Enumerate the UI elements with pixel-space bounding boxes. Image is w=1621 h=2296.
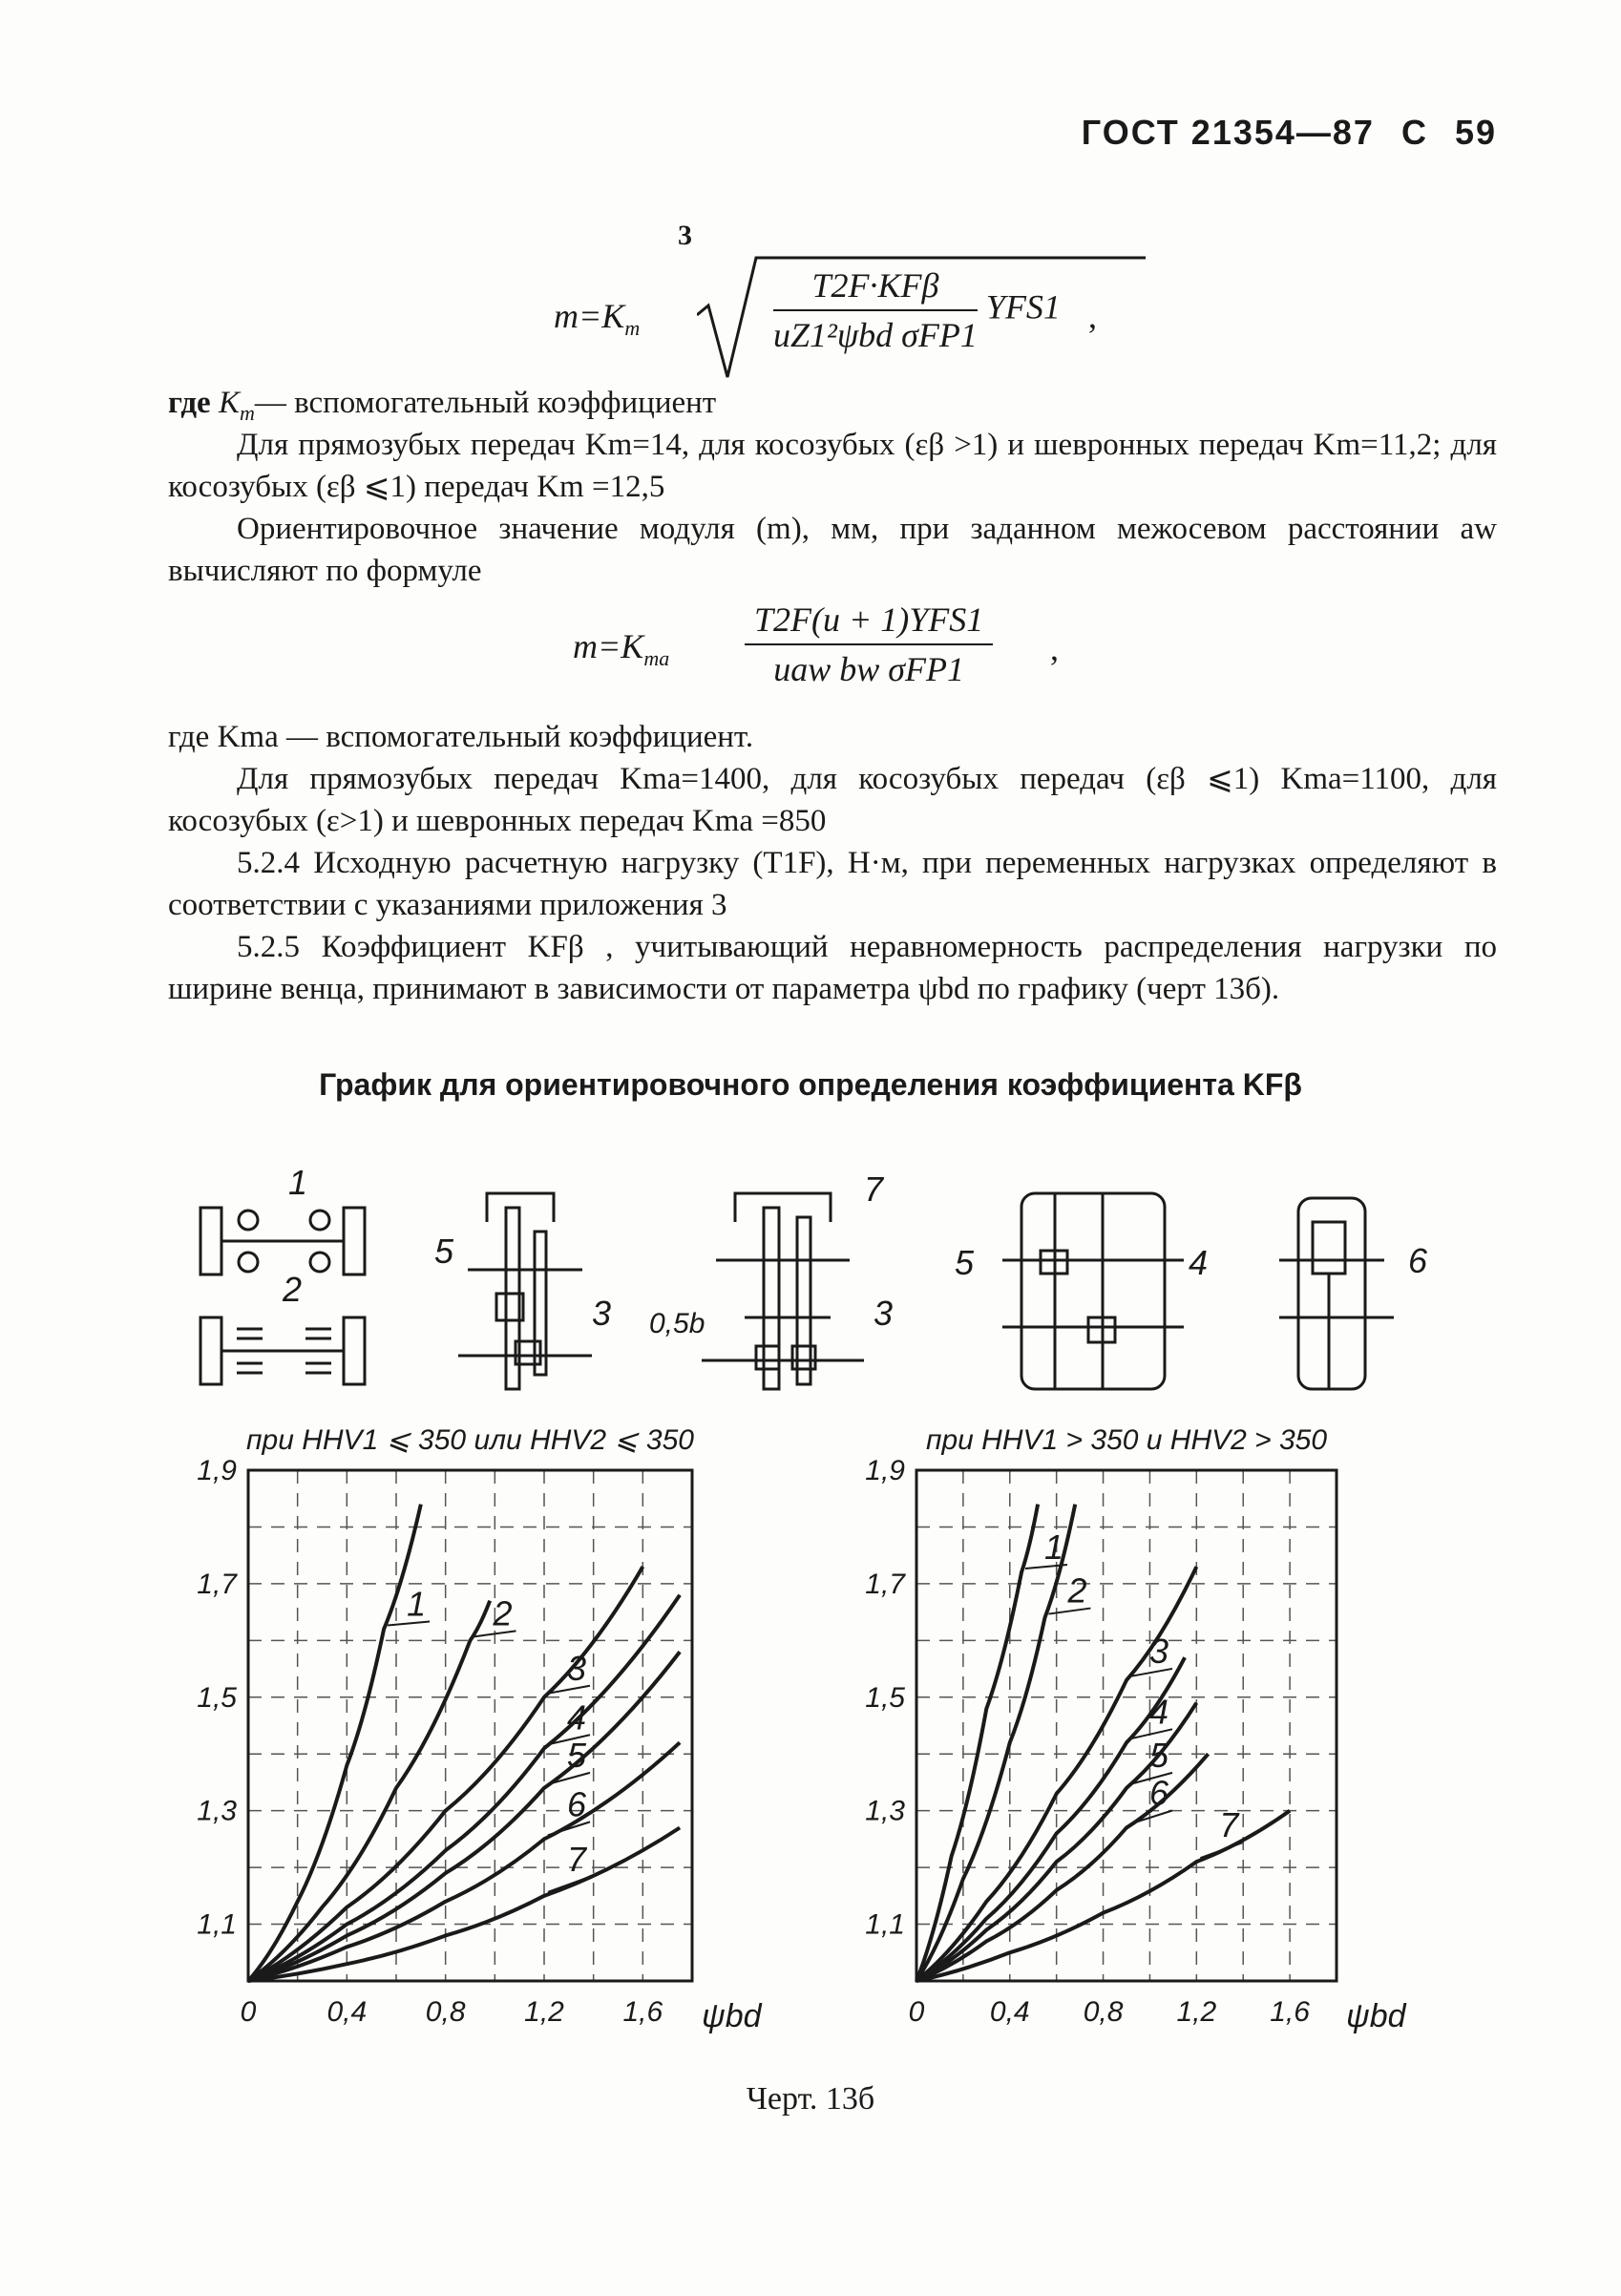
scheme-label: 0,5b <box>649 1308 705 1339</box>
formula-module-2 <box>573 600 1107 705</box>
chart-left <box>172 1422 831 2033</box>
x-axis-label: ψbd <box>702 1998 762 2033</box>
paragraph-5-2-4: 5.2.4 Исходную расчетную нагрузку (T1F), Н·м, при переменных нагрузках определяют в соответствии с указаниями приложения 3 <box>168 846 1497 922</box>
series-label: 3 <box>1149 1631 1169 1671</box>
x-tick-label: 1,2 <box>1176 1996 1217 2028</box>
plot-frame <box>248 1470 692 1981</box>
formula2-comma: , <box>1050 629 1059 667</box>
x-tick-label: 1,6 <box>1270 1996 1310 2028</box>
scheme-label: 7 <box>864 1169 884 1209</box>
series-label: 7 <box>1219 1805 1239 1845</box>
series-line-7 <box>248 1828 680 1982</box>
scheme-4 <box>1002 1193 1184 1389</box>
radicand <box>773 265 1061 355</box>
formula-lhs: $m=K_m$ <box>554 297 641 340</box>
paragraph-5-2-5: 5.2.5 Коэффициент KFβ , учитывающий неравномерность распределения нагрузки по ширине венца, принимают в зависимости от параметра ψbd по графику (черт 13б). <box>168 930 1498 1006</box>
root-index: 3 <box>678 220 692 251</box>
series-label: 4 <box>1149 1692 1169 1732</box>
formula2-denominator: uaw bw σFP1 <box>773 650 965 688</box>
x-tick-label: 1,2 <box>524 1996 564 2028</box>
chart-right <box>840 1422 1451 2033</box>
fraction-numerator: T2F·KFβ <box>773 265 978 311</box>
series-line-1 <box>916 1505 1038 1981</box>
y-tick-label: 1,5 <box>197 1681 237 1714</box>
paragraph-module-center-distance: Ориентировочное значение модуля (m), мм, при заданном межосевом расстоянии aw вычисляют по формуле <box>168 512 1497 588</box>
series-label: 7 <box>567 1839 587 1879</box>
standard-number: ГОСТ 21354—87 <box>1081 113 1375 152</box>
formula-module-1 <box>554 220 1146 382</box>
scheme-label: 1 <box>288 1163 308 1202</box>
series-label: 5 <box>567 1735 587 1775</box>
scheme-1-2 <box>200 1208 365 1384</box>
fraction-factor: YFS1 <box>985 287 1061 326</box>
y-tick-label: 1,1 <box>865 1908 905 1941</box>
series-label: 5 <box>1149 1735 1169 1775</box>
x-tick-label: 1,6 <box>622 1996 663 2028</box>
scheme-2 <box>458 1193 592 1389</box>
figure-caption: Черт. 13б <box>746 2081 875 2117</box>
series-label: 2 <box>493 1593 513 1633</box>
series-label: 4 <box>567 1697 587 1738</box>
scheme-3 <box>702 1193 864 1389</box>
section-letter: С <box>1400 113 1428 152</box>
series-label: 1 <box>407 1584 427 1624</box>
formula-comma: , <box>1088 297 1097 335</box>
paragraph-km-values: Для прямозубых передач Km=14, для косозубых (εβ >1) и шевронных передач Km=11,2; для косозубых (εβ ⩽1) передач Km =12,5 <box>168 428 1497 504</box>
formula2-numerator: T2F(u + 1)YFS1 <box>745 600 993 645</box>
gear-schemes <box>172 1165 1451 1403</box>
x-tick-label: 0,4 <box>989 1996 1030 2028</box>
fraction-denominator: uZ1²ψbd σFP1 <box>773 316 978 354</box>
scheme-5 <box>1279 1198 1394 1389</box>
scheme-label: 6 <box>1408 1241 1428 1280</box>
chart-title: График для ориентировочного определения коэффициента KFβ <box>319 1067 1302 1102</box>
y-tick-label: 1,9 <box>865 1455 905 1486</box>
paragraph-where-kma: где Kma — вспомогательный коэффициент. <box>168 720 754 754</box>
paragraph-where-km: где $K_m—$ вспомогательный коэффициент <box>168 386 717 425</box>
paragraph-kma-values: Для прямозубых передач Kma=1400, для косозубых передач (εβ ⩽1) Kma=1100, для косозубых (ε>1) и шевронных передач Kma =850 <box>168 762 1497 838</box>
x-tick-label: 0,4 <box>326 1996 368 2028</box>
scheme-label: 5 <box>955 1243 975 1282</box>
series-label: 6 <box>1149 1773 1169 1813</box>
scheme-label: 4 <box>1189 1243 1209 1282</box>
y-tick-label: 1,7 <box>197 1568 237 1600</box>
y-tick-label: 1,9 <box>197 1455 237 1486</box>
series-leader <box>1130 1811 1172 1824</box>
y-tick-label: 1,3 <box>197 1795 237 1827</box>
y-tick-label: 1,3 <box>865 1795 905 1827</box>
series-label: 3 <box>567 1648 587 1688</box>
scheme-label: 3 <box>592 1294 612 1333</box>
scheme-label: 2 <box>283 1270 303 1309</box>
scheme-label: 3 <box>874 1294 894 1333</box>
series-label: 2 <box>1067 1570 1087 1611</box>
page-header <box>1055 113 1497 153</box>
x-tick-label: 0 <box>908 1996 925 2028</box>
chart-subtitle: при HHV1 > 350 и HHV2 > 350 <box>925 1424 1328 1456</box>
y-tick-label: 1,1 <box>197 1908 237 1941</box>
chart-subtitle: при HHV1 ⩽ 350 или HHV2 ⩽ 350 <box>246 1424 694 1456</box>
y-tick-label: 1,7 <box>865 1568 905 1600</box>
formula2-fraction <box>745 600 993 689</box>
x-tick-label: 0,8 <box>1083 1996 1124 2028</box>
page-number: 59 <box>1454 113 1497 152</box>
formula2-lhs: $m=K_{ma}$ <box>573 627 670 670</box>
series-label: 1 <box>1044 1527 1064 1567</box>
x-axis-label: ψbd <box>1346 1998 1406 2033</box>
x-tick-label: 0,8 <box>425 1996 466 2028</box>
y-tick-label: 1,5 <box>865 1681 905 1714</box>
series-leader <box>1200 1843 1242 1858</box>
series-label: 6 <box>567 1784 587 1824</box>
x-tick-label: 0 <box>240 1996 257 2028</box>
series-leader <box>548 1877 590 1892</box>
scheme-label: 5 <box>434 1232 454 1271</box>
